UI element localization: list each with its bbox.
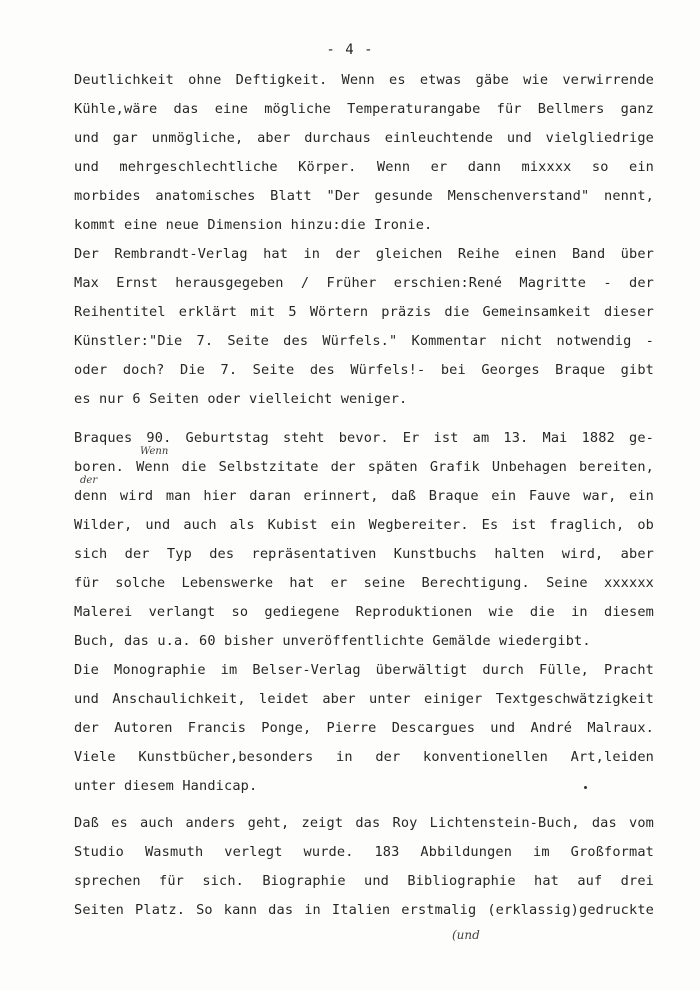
text-line: und mehrgeschlechtliche Körper. Wenn er dann mixxxx so ein — [74, 159, 654, 175]
text-line: Max Ernst herausgegeben / Früher erschien:René Magritte - der — [74, 275, 654, 291]
text-line: für solche Lebenswerke hat er seine Berechtigung. Seine xxxxxx — [74, 575, 654, 591]
page-number: - 4 - — [326, 42, 374, 58]
stray-mark — [584, 786, 587, 789]
text-line: Künstler:"Die 7. Seite des Würfels." Kommentar nicht notwendig - — [74, 333, 654, 349]
text-line: und Anschaulichkeit, leidet aber unter einiger Textgeschwätzigkeit — [74, 691, 654, 707]
text-line: Malerei verlangt so gediegene Reproduktionen wie die in diesem — [74, 604, 654, 620]
text-line: Daß es auch anders geht, zeigt das Roy Lichtenstein-Buch, das vom — [74, 815, 654, 831]
text-line: morbides anatomisches Blatt "Der gesunde Menschenverstand" nennt, — [74, 188, 654, 204]
text-line: Seiten Platz. So kann das in Italien erstmalig (erklassig)gedruckte — [74, 902, 654, 918]
text-line: kommt eine neue Dimension hinzu:die Ironie. — [74, 217, 433, 233]
handwritten-margin-note: (und — [452, 928, 480, 942]
handwritten-correction: der — [80, 475, 98, 486]
text-line: sich der Typ des repräsentativen Kunstbuchs halten wird, aber — [74, 546, 654, 562]
text-line: Braques 90. Geburtstag steht bevor. Er ist am 13. Mai 1882 ge- — [74, 430, 654, 446]
text-line: Die Monographie im Belser-Verlag überwältigt durch Fülle, Pracht — [74, 662, 654, 678]
text-line: Kühle,wäre das eine mögliche Temperaturangabe für Bellmers ganz — [74, 101, 654, 117]
text-line: Reihentitel erklärt mit 5 Wörtern präzis die Gemeinsamkeit dieser — [74, 304, 654, 320]
text-line: Viele Kunstbücher,besonders in der konventionellen Art,leiden — [74, 749, 654, 765]
text-line: der Autoren Francis Ponge, Pierre Descargues und André Malraux. — [74, 720, 654, 736]
text-line: Studio Wasmuth verlegt wurde. 183 Abbildungen im Großformat — [74, 844, 654, 860]
text-line: boren. Wenn die Selbstzitate der späten Grafik Unbehagen bereiten, — [74, 459, 654, 475]
handwritten-correction: Wenn — [140, 446, 169, 457]
text-line: unter diesem Handicap. — [74, 778, 258, 794]
text-line: sprechen für sich. Biographie und Bibliographie hat auf drei — [74, 873, 654, 889]
text-line: oder doch? Die 7. Seite des Würfels!- bei Georges Braque gibt — [74, 362, 654, 378]
text-line: Wilder, und auch als Kubist ein Wegbereiter. Es ist fraglich, ob — [74, 517, 654, 533]
text-line: denn wird man hier daran erinnert, daß Braque ein Fauve war, ein — [74, 488, 654, 504]
text-line: es nur 6 Seiten oder vielleicht weniger. — [74, 391, 408, 407]
text-line: und gar unmögliche, aber durchaus einleuchtende und vielgliedrige — [74, 130, 654, 146]
text-line: Deutlichkeit ohne Deftigkeit. Wenn es etwas gäbe wie verwirrende — [74, 72, 654, 88]
text-line: Der Rembrandt-Verlag hat in der gleichen Reihe einen Band über — [74, 246, 654, 262]
text-line: Buch, das u.a. 60 bisher unveröffentlichte Gemälde wiedergibt. — [74, 633, 591, 649]
